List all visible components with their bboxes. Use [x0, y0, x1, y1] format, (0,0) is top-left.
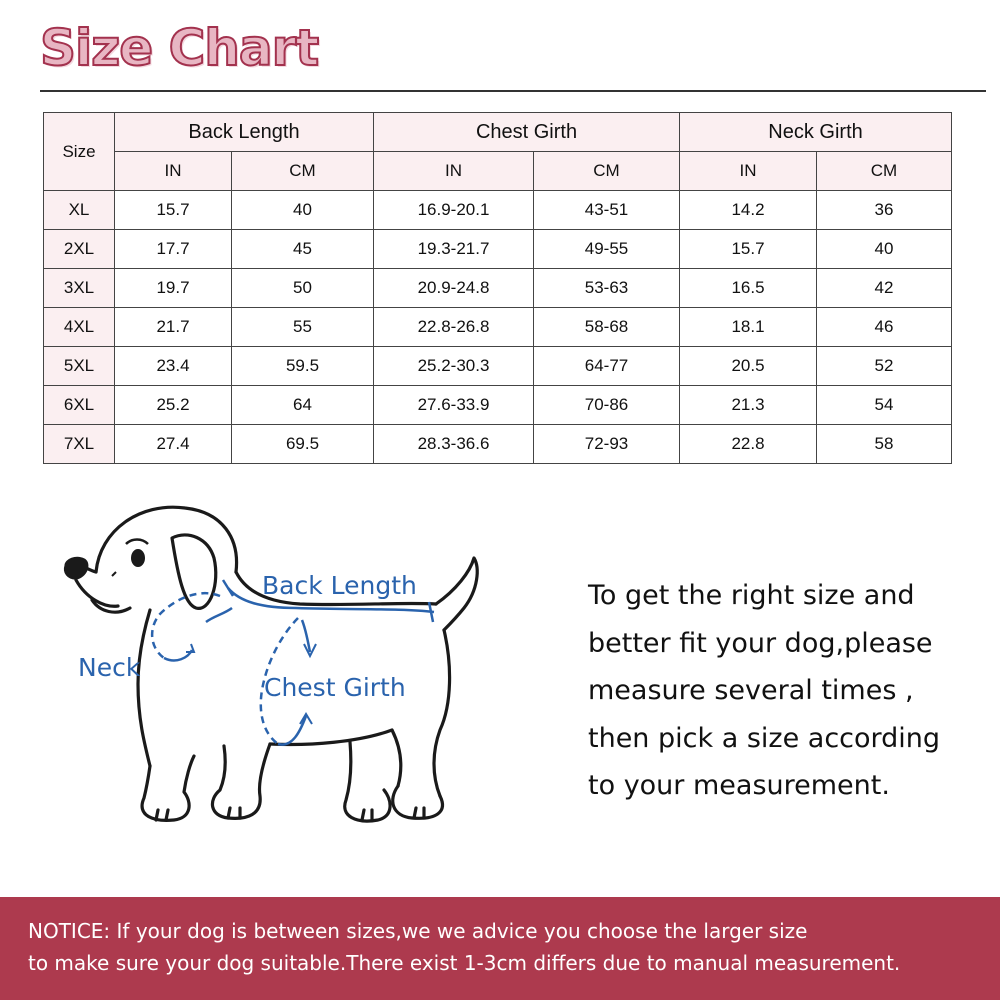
table-cell: 64: [232, 386, 374, 425]
notice-line: NOTICE: If your dog is between sizes,we we advice you choose the larger size: [28, 919, 808, 943]
neck-measure: [152, 593, 232, 660]
table-cell: 25.2-30.3: [374, 347, 534, 386]
table-cell: 64-77: [534, 347, 680, 386]
table-row: [44, 386, 952, 425]
table-cell: 25.2: [115, 386, 232, 425]
table-cell: 54: [817, 386, 952, 425]
size-cell: 6XL: [44, 386, 115, 425]
back-length-header: Back Length: [115, 113, 374, 152]
advice-line: To get the right size and: [588, 580, 915, 611]
advice-line: better fit your dog,please: [588, 627, 933, 659]
table-cell: 22.8: [680, 425, 817, 464]
table-row: [44, 308, 952, 347]
table-cell: 58: [817, 425, 952, 464]
advice-line: measure several times ,: [588, 675, 914, 706]
unit-header: IN: [115, 152, 232, 191]
table-row: [44, 230, 952, 269]
size-column-header: Size: [44, 113, 115, 191]
table-cell: 16.5: [680, 269, 817, 308]
table-cell: 27.4: [115, 425, 232, 464]
table-row: [44, 191, 952, 230]
measurement-advice: [588, 572, 988, 810]
size-cell: 5XL: [44, 347, 115, 386]
table-cell: 55: [232, 308, 374, 347]
table-cell: 49-55: [534, 230, 680, 269]
table-row: [44, 269, 952, 308]
table-cell: 20.5: [680, 347, 817, 386]
page-title: Size Chart: [40, 19, 319, 77]
table-cell: 28.3-36.6: [374, 425, 534, 464]
table-cell: 42: [817, 269, 952, 308]
table-cell: 14.2: [680, 191, 817, 230]
neck-label: Neck: [78, 653, 141, 682]
dog-measurement-diagram: [0, 480, 560, 850]
back-length-label: Back Length: [262, 571, 417, 600]
table-cell: 23.4: [115, 347, 232, 386]
table-cell: 58-68: [534, 308, 680, 347]
table-cell: 17.7: [115, 230, 232, 269]
table-row: [44, 347, 952, 386]
table-cell: 19.3-21.7: [374, 230, 534, 269]
unit-header: IN: [374, 152, 534, 191]
table-cell: 52: [817, 347, 952, 386]
size-table: [43, 112, 952, 464]
table-cell: 72-93: [534, 425, 680, 464]
advice-line: then pick a size according: [588, 722, 941, 754]
table-cell: 40: [817, 230, 952, 269]
title-divider: [40, 90, 986, 92]
table-cell: 27.6-33.9: [374, 386, 534, 425]
size-cell: XL: [44, 191, 115, 230]
table-cell: 43-51: [534, 191, 680, 230]
table-cell: 21.7: [115, 308, 232, 347]
notice-banner: [0, 897, 1000, 1000]
table-cell: 16.9-20.1: [374, 191, 534, 230]
neck-girth-header: Neck Girth: [680, 113, 952, 152]
chest-girth-label: Chest Girth: [264, 673, 406, 702]
table-row: [44, 425, 952, 464]
chest-girth-header: Chest Girth: [374, 113, 680, 152]
table-cell: 22.8-26.8: [374, 308, 534, 347]
table-cell: 53-63: [534, 269, 680, 308]
table-cell: 19.7: [115, 269, 232, 308]
dog-eye: [112, 540, 148, 577]
table-cell: 15.7: [115, 191, 232, 230]
table-cell: 50: [232, 269, 374, 308]
table-cell: 69.5: [232, 425, 374, 464]
size-cell: 4XL: [44, 308, 115, 347]
table-cell: 15.7: [680, 230, 817, 269]
notice-line: to make sure your dog suitable.There exist 1-3cm differs due to manual measurement.: [28, 951, 901, 975]
size-cell: 2XL: [44, 230, 115, 269]
unit-header: CM: [534, 152, 680, 191]
table-cell: 59.5: [232, 347, 374, 386]
advice-line: to your measurement.: [588, 770, 890, 801]
unit-header: IN: [680, 152, 817, 191]
table-cell: 21.3: [680, 386, 817, 425]
table-cell: 36: [817, 191, 952, 230]
notice-text: [28, 915, 988, 979]
unit-header: CM: [817, 152, 952, 191]
size-cell: 3XL: [44, 269, 115, 308]
table-cell: 46: [817, 308, 952, 347]
table-cell: 45: [232, 230, 374, 269]
table-cell: 70-86: [534, 386, 680, 425]
table-cell: 18.1: [680, 308, 817, 347]
table-cell: 40: [232, 191, 374, 230]
table-cell: 20.9-24.8: [374, 269, 534, 308]
unit-header: CM: [232, 152, 374, 191]
size-cell: 7XL: [44, 425, 115, 464]
